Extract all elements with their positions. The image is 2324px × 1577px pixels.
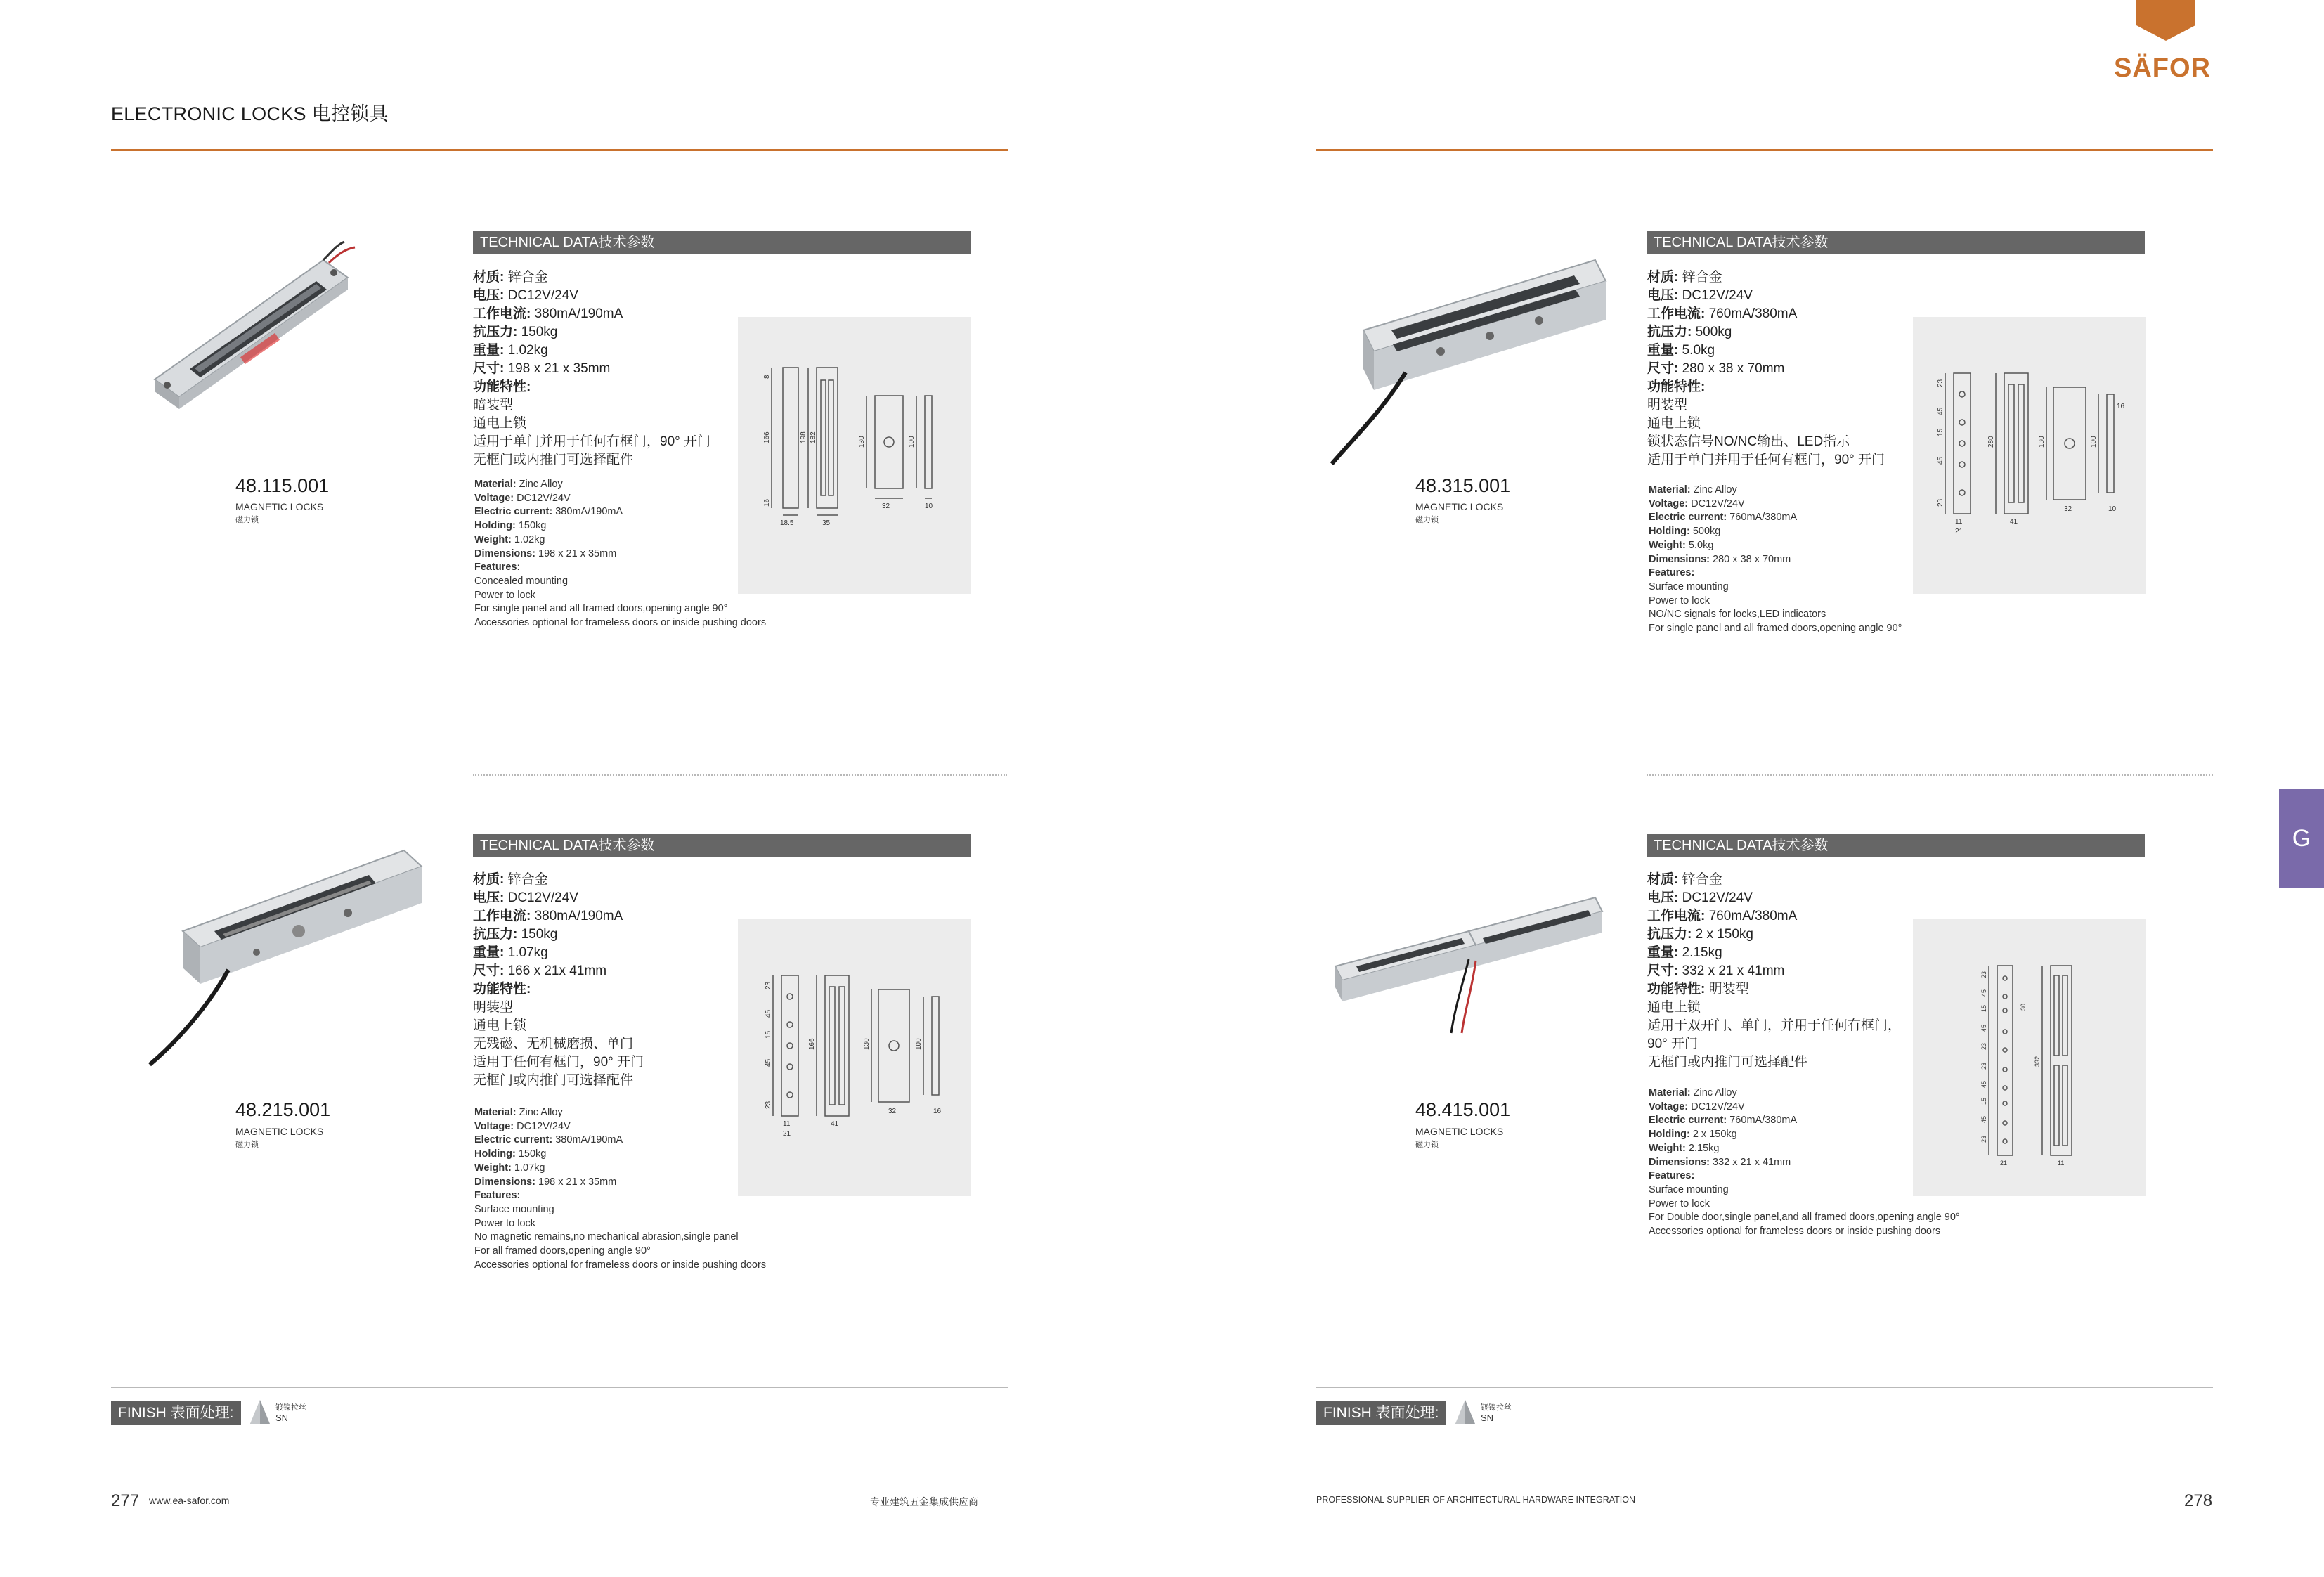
website-link[interactable]: www.ea-safor.com <box>149 1495 230 1506</box>
spec-row: Holding: 500kg <box>1649 526 1721 538</box>
model-name-cn: 磁力锁 <box>1415 516 1439 524</box>
spec-row: Material: Zinc Alloy <box>474 1107 563 1118</box>
spec-row: Power to lock <box>1649 1198 1710 1209</box>
spec-row: 功能特性: <box>1647 379 1706 394</box>
svg-text:16: 16 <box>2117 403 2125 410</box>
spec-row: 适用于单门并用于任何有框门，90° 开门 <box>1647 453 1885 467</box>
header-rule-left <box>111 149 1008 151</box>
svg-text:280: 280 <box>1987 436 1995 448</box>
spec-row: Surface mounting <box>1649 1183 1729 1195</box>
spec-row: 适用于单门并用于任何有框门，90° 开门 <box>473 434 711 449</box>
spec-row: Voltage: DC12V/24V <box>474 1120 571 1132</box>
spec-row: Dimensions: 332 x 21 x 41mm <box>1649 1156 1791 1168</box>
model-number: 48.415.001 <box>1415 1099 1511 1120</box>
section-divider <box>1647 774 2213 776</box>
spec-row: Voltage: DC12V/24V <box>1649 498 1745 510</box>
spec-row: 材质: 锌合金 <box>473 872 548 887</box>
svg-text:21: 21 <box>783 1130 791 1138</box>
spec-row: For single panel and all framed doors,opening angle 90° <box>1649 623 1902 635</box>
model-number: 48.315.001 <box>1415 475 1511 496</box>
spec-row: For all framed doors,opening angle 90° <box>474 1245 651 1257</box>
technical-data-bar: TECHNICAL DATA技术参数 <box>473 834 971 857</box>
spec-row: Features: <box>1649 1170 1695 1182</box>
spec-row: Dimensions: 198 x 21 x 35mm <box>474 547 617 559</box>
svg-text:166: 166 <box>808 1038 816 1050</box>
svg-text:32: 32 <box>888 1108 897 1115</box>
svg-text:130: 130 <box>858 436 866 448</box>
spec-row: Weight: 5.0kg <box>1649 539 1714 551</box>
footer-rule-left <box>111 1387 1008 1388</box>
spec-row: For Double door,single panel,and all framed doors,opening angle 90° <box>1649 1212 1960 1224</box>
spec-row: Accessories optional for frameless doors or inside pushing doors <box>474 617 767 629</box>
section-divider <box>473 774 1007 776</box>
svg-text:15: 15 <box>1937 428 1945 436</box>
spec-row: 尺寸: 280 x 38 x 70mm <box>1647 361 1785 376</box>
page-number-right: 278 <box>2184 1491 2213 1510</box>
spec-row: 尺寸: 198 x 21 x 35mm <box>473 361 611 376</box>
spec-row: Holding: 150kg <box>474 520 547 532</box>
spec-row: Weight: 1.07kg <box>474 1162 545 1174</box>
spec-row: 重量: 1.07kg <box>473 945 548 960</box>
spec-row: Accessories optional for frameless doors or inside pushing doors <box>474 1259 767 1271</box>
spec-row: 工作电流: 380mA/190mA <box>473 909 623 923</box>
spec-list-cn <box>473 268 710 469</box>
svg-text:45: 45 <box>765 1058 772 1067</box>
svg-text:182: 182 <box>810 431 817 443</box>
svg-text:18.5: 18.5 <box>780 519 794 527</box>
spec-row: 适用于双开门、单门，并用于任何有框门， <box>1647 1018 1902 1033</box>
spec-row: Concealed mounting <box>474 575 569 587</box>
spec-row: 工作电流: 760mA/380mA <box>1647 909 1798 923</box>
spec-row: 抗压力: 150kg <box>473 927 558 942</box>
finish-label: FINISH 表面处理: <box>111 1401 241 1425</box>
spec-row: Surface mounting <box>1649 580 1729 592</box>
finish-swatch-icon <box>250 1400 270 1425</box>
spec-row: Electric current: 760mA/380mA <box>1649 512 1798 524</box>
spec-row: Electric current: 380mA/190mA <box>474 506 623 518</box>
spec-row: 抗压力: 150kg <box>473 325 558 339</box>
spec-row: 重量: 1.02kg <box>473 343 548 358</box>
svg-text:23: 23 <box>1980 971 1987 978</box>
spec-row: 无框门或内推门可选择配件 <box>473 1073 634 1088</box>
spec-row: Power to lock <box>474 589 536 601</box>
spec-row: Features: <box>474 1190 521 1202</box>
brand-name: SÄFOR <box>2114 53 2211 83</box>
svg-text:45: 45 <box>1937 407 1945 415</box>
svg-text:10: 10 <box>2108 505 2117 513</box>
technical-drawing <box>1913 919 2146 1196</box>
technical-data-bar: TECHNICAL DATA技术参数 <box>1647 231 2145 254</box>
technical-data-bar: TECHNICAL DATA技术参数 <box>1647 834 2145 857</box>
svg-text:32: 32 <box>2064 505 2072 513</box>
svg-text:23: 23 <box>1980 1062 1987 1070</box>
spec-row: 工作电流: 760mA/380mA <box>1647 306 1798 321</box>
svg-text:23: 23 <box>1980 1135 1987 1143</box>
svg-text:23: 23 <box>1980 1042 1987 1050</box>
spec-row: Material: Zinc Alloy <box>1649 484 1737 495</box>
spec-row: Weight: 2.15kg <box>1649 1142 1720 1154</box>
svg-text:45: 45 <box>1980 1024 1987 1032</box>
spec-row: 无残磁、无机械磨损、单门 <box>473 1037 634 1051</box>
spec-row: 无框门或内推门可选择配件 <box>473 453 634 467</box>
spec-row: 电压: DC12V/24V <box>1647 890 1753 905</box>
product-image <box>148 239 379 429</box>
svg-text:35: 35 <box>822 519 831 527</box>
spec-row: 通电上锁 <box>473 1018 527 1033</box>
section-title: ELECTRONIC LOCKS 电控锁具 <box>111 103 389 124</box>
technical-drawing <box>738 919 971 1196</box>
spec-row: Voltage: DC12V/24V <box>1649 1101 1745 1112</box>
svg-text:45: 45 <box>765 1009 772 1018</box>
svg-text:23: 23 <box>1937 498 1945 507</box>
spec-row: Dimensions: 198 x 21 x 35mm <box>474 1176 617 1188</box>
spec-row: 功能特性: <box>473 379 531 394</box>
svg-text:23: 23 <box>1937 379 1945 387</box>
spec-row: 暗装型 <box>473 398 514 413</box>
spec-list-en <box>474 478 766 630</box>
finish-name-cn: 镀镍拉丝 <box>1481 1403 1512 1412</box>
spec-row: Electric current: 380mA/190mA <box>474 1134 623 1146</box>
svg-text:23: 23 <box>765 981 772 989</box>
spec-list-en <box>474 1106 766 1272</box>
spec-row: NO/NC signals for locks,LED indicators <box>1649 609 1826 621</box>
product-image <box>144 840 432 1072</box>
model-number: 48.115.001 <box>235 475 330 496</box>
spec-row: Electric current: 760mA/380mA <box>1649 1115 1798 1127</box>
tagline-en: PROFESSIONAL SUPPLIER OF ARCHITECTURAL HARDWARE INTEGRATION <box>1316 1495 1635 1505</box>
spec-row: 材质: 锌合金 <box>1647 270 1722 285</box>
svg-text:15: 15 <box>1980 1004 1987 1012</box>
svg-text:10: 10 <box>925 502 933 510</box>
spec-row: Features: <box>1649 567 1695 579</box>
page-number-left: 277 <box>111 1491 140 1510</box>
spec-row: Features: <box>474 562 521 573</box>
spec-row: 抗压力: 500kg <box>1647 325 1732 339</box>
spec-row: 工作电流: 380mA/190mA <box>473 306 623 321</box>
svg-text:41: 41 <box>2010 518 2018 526</box>
spec-row: Weight: 1.02kg <box>474 533 545 545</box>
spec-row: No magnetic remains,no mechanical abrasion,single panel <box>474 1231 739 1243</box>
spec-row: 明装型 <box>473 1000 514 1015</box>
svg-text:15: 15 <box>1980 1097 1987 1105</box>
header-rule-right <box>1316 149 2213 151</box>
svg-text:198: 198 <box>800 431 807 443</box>
spec-list-cn <box>1647 268 1885 469</box>
spec-row: 90° 开门 <box>1647 1037 1699 1051</box>
spec-row: Holding: 2 x 150kg <box>1649 1129 1737 1141</box>
svg-text:45: 45 <box>1980 1115 1987 1123</box>
svg-text:100: 100 <box>908 436 916 448</box>
side-tab-g[interactable]: G <box>2279 788 2324 888</box>
technical-drawing <box>1913 317 2146 594</box>
svg-text:15: 15 <box>765 1030 772 1039</box>
spec-row: Surface mounting <box>474 1203 554 1215</box>
spec-row: Accessories optional for frameless doors or inside pushing doors <box>1649 1226 1941 1238</box>
svg-text:11: 11 <box>1955 518 1963 526</box>
svg-text:23: 23 <box>765 1101 772 1109</box>
tagline-cn: 专业建筑五金集成供应商 <box>870 1496 978 1507</box>
spec-row: 无框门或内推门可选择配件 <box>1647 1055 1808 1070</box>
spec-row: 尺寸: 332 x 21 x 41mm <box>1647 963 1785 978</box>
svg-text:332: 332 <box>2034 1056 2041 1067</box>
model-name-en: MAGNETIC LOCKS <box>235 501 324 512</box>
spec-row: 抗压力: 2 x 150kg <box>1647 927 1753 942</box>
svg-text:130: 130 <box>863 1038 871 1050</box>
model-name-cn: 磁力锁 <box>1415 1141 1439 1149</box>
svg-text:100: 100 <box>915 1038 923 1050</box>
svg-text:11: 11 <box>2058 1160 2065 1167</box>
model-name-en: MAGNETIC LOCKS <box>1415 501 1504 512</box>
svg-text:30: 30 <box>2020 1003 2027 1011</box>
spec-list-cn <box>473 871 644 1090</box>
finish-code: SN <box>275 1413 289 1423</box>
spec-row: 通电上锁 <box>1647 416 1701 431</box>
svg-text:11: 11 <box>783 1120 791 1128</box>
spec-row: 适用于任何有框门，90° 开门 <box>473 1055 644 1070</box>
model-name-en: MAGNETIC LOCKS <box>1415 1126 1504 1137</box>
technical-data-bar: TECHNICAL DATA技术参数 <box>473 231 971 254</box>
model-number: 48.215.001 <box>235 1099 331 1120</box>
finish-label: FINISH 表面处理: <box>1316 1401 1446 1425</box>
spec-row: 明装型 <box>1647 398 1688 413</box>
spec-row: 电压: DC12V/24V <box>473 288 578 303</box>
spec-row: 重量: 5.0kg <box>1647 343 1715 358</box>
spec-row: Voltage: DC12V/24V <box>474 492 571 504</box>
spec-row: Material: Zinc Alloy <box>474 479 563 490</box>
svg-text:166: 166 <box>763 431 771 443</box>
brand-logo-icon <box>2136 0 2195 41</box>
svg-text:41: 41 <box>831 1120 839 1128</box>
product-image <box>1328 882 1609 1044</box>
svg-text:45: 45 <box>1980 1080 1987 1088</box>
svg-text:45: 45 <box>1980 989 1987 997</box>
spec-row: 材质: 锌合金 <box>473 270 548 285</box>
spec-row: 功能特性: <box>473 982 531 997</box>
spec-row: 电压: DC12V/24V <box>473 890 578 905</box>
svg-text:16: 16 <box>763 498 771 507</box>
spec-row: 锁状态信号NO/NC输出、LED指示 <box>1647 434 1850 449</box>
spec-row: 尺寸: 166 x 21x 41mm <box>473 963 607 978</box>
svg-text:130: 130 <box>2038 436 2046 448</box>
svg-text:16: 16 <box>933 1108 942 1115</box>
finish-swatch-icon <box>1455 1400 1475 1425</box>
svg-text:8: 8 <box>763 375 771 379</box>
finish-code: SN <box>1481 1413 1494 1423</box>
spec-row: Material: Zinc Alloy <box>1649 1087 1737 1098</box>
svg-text:100: 100 <box>2090 436 2098 448</box>
spec-row: 电压: DC12V/24V <box>1647 288 1753 303</box>
spec-row: 功能特性: 明装型 <box>1647 982 1749 997</box>
technical-drawing <box>738 317 971 594</box>
spec-row: 材质: 锌合金 <box>1647 872 1722 887</box>
spec-list-cn <box>1647 871 1901 1072</box>
svg-text:21: 21 <box>1955 528 1963 536</box>
product-image <box>1328 253 1623 478</box>
spec-row: Dimensions: 280 x 38 x 70mm <box>1649 553 1791 565</box>
svg-text:45: 45 <box>1937 456 1945 465</box>
spec-row: Power to lock <box>474 1217 536 1229</box>
svg-text:32: 32 <box>882 502 890 510</box>
spec-row: Holding: 150kg <box>474 1148 547 1160</box>
model-name-cn: 磁力锁 <box>235 516 259 524</box>
spec-row: 重量: 2.15kg <box>1647 945 1722 960</box>
spec-row: Power to lock <box>1649 595 1710 606</box>
finish-name-cn: 镀镍拉丝 <box>275 1403 306 1412</box>
spec-row: 通电上锁 <box>473 416 527 431</box>
model-name-cn: 磁力锁 <box>235 1141 259 1149</box>
svg-text:21: 21 <box>2000 1160 2008 1167</box>
spec-row: For single panel and all framed doors,opening angle 90° <box>474 603 728 615</box>
spec-list-en <box>1649 484 1902 636</box>
model-name-en: MAGNETIC LOCKS <box>235 1126 324 1137</box>
spec-row: 通电上锁 <box>1647 1000 1701 1015</box>
footer-rule-right <box>1316 1387 2213 1388</box>
